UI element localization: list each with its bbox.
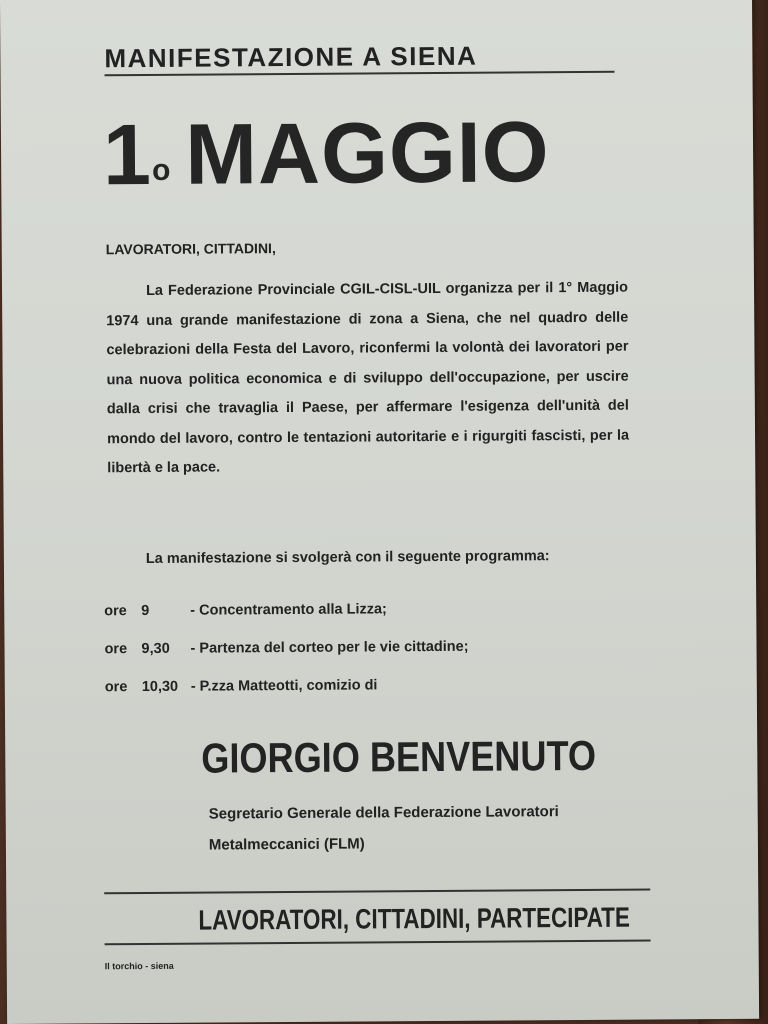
poster-heading: MANIFESTAZIONE A SIENA xyxy=(104,40,614,77)
schedule-description: - Concentramento alla Lizza; xyxy=(190,601,387,619)
speaker-role xyxy=(209,796,560,860)
title-number: 1 xyxy=(102,106,153,204)
salutation: LAVORATORI, CITTADINI, xyxy=(105,240,276,258)
body-paragraph xyxy=(106,274,629,484)
footer-slogan: LAVORATORI, CITTADINI, PARTECIPATE xyxy=(198,901,630,936)
schedule-time: 9,30 xyxy=(141,640,170,658)
schedule-list xyxy=(104,601,469,717)
speaker-name: GIORGIO BENVENUTO xyxy=(201,731,597,782)
schedule-ore-label: ore xyxy=(104,603,127,620)
schedule-time: 9 xyxy=(141,602,150,620)
poster-main-title xyxy=(103,104,550,203)
schedule-ore-label: ore xyxy=(104,679,128,696)
title-ordinal: o xyxy=(151,153,172,187)
footer-rule-bottom xyxy=(105,939,651,945)
title-word: MAGGIO xyxy=(184,104,550,203)
printer-credit: Il torchio - siena xyxy=(104,960,174,972)
body-paragraph-text: La Federazione Provinciale CGIL-CISL-UIL organizza per il 1° Maggio 1974 una grande manifestazione di zona a Siena, che nel quadro delle celebrazioni della Festa del Lavoro, riconfermi la volontà dei lavoratori per una nuova politica economica e di sviluppo dell'occupazione, per uscire dalla crisi che travaglia il Paese, per affermare l'esigenza dell'unità del mondo del lavoro, contro le tentazioni autoritarie e i rigurgiti fascisti, per la libertà e la pace. xyxy=(106,279,630,477)
program-intro: La manifestazione si svolgerà con il seguente programma: xyxy=(145,548,550,567)
schedule-description: - Partenza del corteo per le vie cittadine; xyxy=(190,638,469,657)
speaker-role-line-2: Metalmeccanici (FLM) xyxy=(208,835,365,854)
speaker-role-line-1: Segretario Generale della Federazione Lavoratori xyxy=(208,803,559,823)
schedule-ore-label: ore xyxy=(104,641,128,658)
footer-rule-top xyxy=(104,888,650,894)
schedule-description: - P.zza Matteotti, comizio di xyxy=(190,677,378,695)
schedule-time: 10,30 xyxy=(141,678,179,696)
